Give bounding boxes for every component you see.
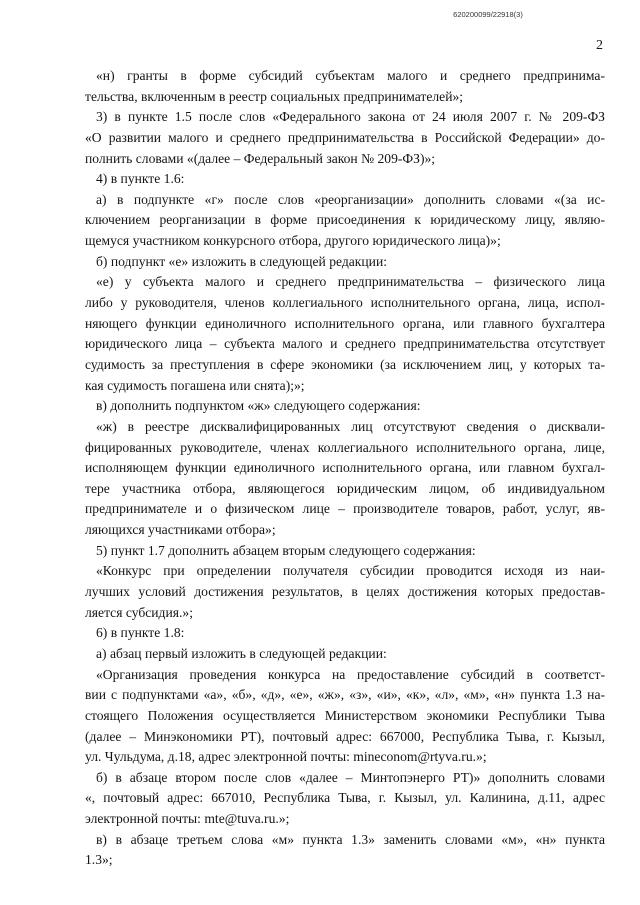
text-line: б) подпункт «е» изложить в следующей редакции: bbox=[96, 253, 388, 269]
text-line: юридического лица – субъекта малого и среднего предпринимательства отсутствует bbox=[85, 336, 605, 352]
text-line: тере участника отбора, являющегося юридическим лицом, об индивидуальном bbox=[85, 480, 605, 496]
text-line: вии с подпунктами «а», «б», «д», «е», «ж», «з», «и», «к», «л», «м», «н» пункта 1.3 на- bbox=[85, 687, 605, 703]
text-line: ул. Чульдума, д.18, адрес электронной почты: mineconom@rtyva.ru.»; bbox=[85, 749, 487, 765]
page-number: 2 bbox=[596, 38, 603, 53]
text-line: 3) в пункте 1.5 после слов «Федерального закона от 24 июля 2007 г. № 209-ФЗ bbox=[96, 109, 605, 125]
text-line: «О развитии малого и среднего предпринимательства в Российской Федерации» до- bbox=[85, 129, 605, 145]
text-line: (далее – Минэкономики РТ), почтовый адрес: 667000, Республика Тыва, г. Кызыл, bbox=[85, 728, 605, 744]
text-line: кая судимость погашена или снята);»; bbox=[85, 377, 305, 393]
text-line: в) в абзаце третьем слова «м» пункта 1.3» заменить словами «м», «н» пункта bbox=[96, 831, 605, 847]
text-line: тельства, включенным в реестр социальных предпринимателей»; bbox=[85, 88, 464, 104]
text-line: полнить словами «(далее – Федеральный закон № 209-ФЗ)»; bbox=[85, 150, 436, 166]
text-line: «Организация проведения конкурса на предоставление субсидий в соответст- bbox=[96, 666, 605, 682]
text-line: «н) гранты в форме субсидий субъектам малого и среднего предпринима- bbox=[96, 68, 605, 83]
text-line: няющего функции единоличного исполнительного органа, или главного бухгалтера bbox=[85, 315, 605, 331]
text-line: 6) в пункте 1.8: bbox=[96, 625, 185, 641]
text-line: «ж) в реестре дисквалифицированных лиц отсутствуют сведения о дисквали- bbox=[96, 418, 605, 434]
text-line: 5) пункт 1.7 дополнить абзацем вторым следующего содержания: bbox=[96, 542, 476, 558]
text-line: судимость за преступления в сфере экономики (за исключением лиц, у которых та- bbox=[85, 356, 605, 372]
text-line: 1.3»; bbox=[85, 852, 113, 868]
text-line: либо у руководителя, членов коллегиального исполнительного органа, лица, испол- bbox=[85, 295, 605, 311]
text-line: 4) в пункте 1.6: bbox=[96, 171, 185, 187]
text-line: исполняющем функции единоличного исполнительного органа, или главном бухгал- bbox=[85, 460, 605, 476]
text-line: щемуся участником конкурсного отбора, другого юридического лица)»; bbox=[85, 233, 501, 249]
text-line: лучших условий достижения результатов, в целях достижения которых предостав- bbox=[85, 584, 605, 600]
text-line: стоящего Положения осуществляется Министерством экономики Республики Тыва bbox=[85, 707, 605, 723]
text-line: а) в подпункте «г» после слов «реорганизации» дополнить словами «(за ис- bbox=[96, 191, 605, 207]
text-line: электронной почты: mte@tuva.ru.»; bbox=[85, 811, 290, 827]
document-body bbox=[85, 66, 605, 871]
text-line: а) абзац первый изложить в следующей редакции: bbox=[96, 645, 387, 661]
text-line: фицированных руководителе, членах коллегиального исполнительного органа, лице, bbox=[85, 439, 605, 455]
text-line: ляется субсидия.»; bbox=[85, 604, 193, 620]
text-line: в) дополнить подпунктом «ж» следующего содержания: bbox=[96, 398, 421, 414]
text-line: «, почтовый адрес: 667010, Республика Тыва, г. Кызыл, ул. Калинина, д.11, адрес bbox=[85, 790, 605, 806]
text-line: б) в абзаце втором после слов «далее – Минтопэнерго РТ)» дополнить словами bbox=[96, 769, 605, 785]
text-line: «Конкурс при определении получателя субсидии проводится исходя из наи- bbox=[96, 563, 605, 579]
text-line: ляющихся участниками отбора»; bbox=[85, 522, 276, 538]
text-line: «е) у субъекта малого и среднего предпринимательства – физического лица bbox=[96, 274, 605, 290]
text-line: ключением реорганизации в форме присоединения к юридическому лицу, являю- bbox=[85, 212, 605, 228]
document-registration-code: 620200099/22918(3) bbox=[453, 10, 523, 19]
text-line: предпринимателе и о физическом лице – производителе товаров, работ, услуг, яв- bbox=[85, 501, 605, 517]
